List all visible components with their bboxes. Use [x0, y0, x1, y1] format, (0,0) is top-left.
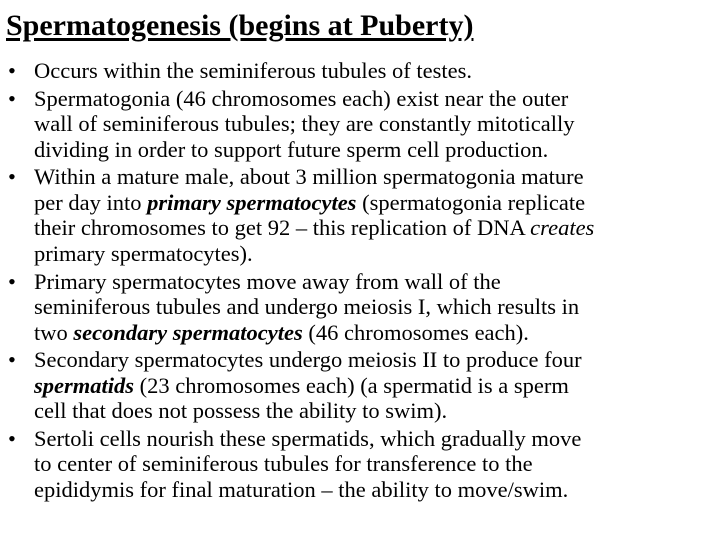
bullet-text: to center of seminiferous tubules for transference to the: [34, 451, 533, 477]
bullet-text: dividing in order to support future sperm cell production.: [34, 136, 549, 162]
bullet-dot-icon: •: [8, 425, 16, 451]
bullet-line: [34, 426, 720, 452]
bullet-text: Primary spermatocytes move away from wall of the: [34, 268, 501, 294]
bullet-text: cell that does not possess the ability to swim).: [34, 398, 448, 424]
emphasis-term: secondary spermatocytes: [73, 319, 303, 345]
bullet-text: Occurs within the seminiferous tubules of testes.: [34, 58, 473, 83]
bullet-line: [34, 190, 720, 216]
bullet-dot-icon: •: [8, 58, 16, 83]
bullet-line: [34, 137, 720, 163]
emphasis-term: spermatids: [34, 372, 135, 398]
bullet-dot-icon: •: [8, 85, 16, 111]
bullet-dot-icon: •: [8, 347, 16, 373]
bullet-line: [34, 347, 720, 373]
bullet-line: [34, 451, 720, 477]
bullet-line: [34, 373, 720, 399]
bullet-item: [8, 86, 720, 163]
bullet-text: epididymis for final maturation – the ability to move/swim.: [34, 476, 569, 502]
bullet-item: [8, 347, 720, 424]
bullet-text: Spermatogonia (46 chromosomes each) exist near the outer: [34, 85, 569, 111]
bullet-text: per day into: [34, 189, 148, 215]
bullet-text: Secondary spermatocytes undergo meiosis II to produce four: [34, 347, 582, 373]
bullet-item: [8, 426, 720, 503]
bullet-text: Within a mature male, about 3 million spermatogonia mature: [34, 164, 584, 190]
bullet-line: [34, 320, 720, 346]
bullet-line: [34, 58, 720, 84]
bullet-text: seminiferous tubules and undergo meiosis I, which results in: [34, 294, 580, 320]
slide-title: Spermatogenesis (begins at Puberty): [6, 9, 474, 42]
bullet-item: [8, 58, 720, 84]
bullet-line: [34, 241, 720, 267]
bullet-text: (spermatogonia replicate: [356, 189, 586, 215]
emphasis-word: creates: [530, 215, 595, 241]
bullet-text: their chromosomes to get 92 – this replication of DNA: [34, 215, 531, 241]
bullet-line: [34, 86, 720, 112]
bullet-text: two: [34, 319, 74, 345]
bullet-text: Sertoli cells nourish these spermatids, which gradually move: [34, 425, 582, 451]
bullet-dot-icon: •: [8, 268, 16, 294]
bullet-text: (23 chromosomes each) (a spermatid is a sperm: [134, 372, 569, 398]
bullet-line: [34, 215, 720, 241]
bullet-line: [34, 477, 720, 503]
bullet-text: wall of seminiferous tubules; they are constantly mitotically: [34, 111, 575, 137]
bullet-item: [8, 164, 720, 266]
bullet-list: [8, 58, 720, 505]
bullet-line: [34, 398, 720, 424]
bullet-dot-icon: •: [8, 164, 16, 190]
bullet-text: primary spermatocytes).: [34, 240, 253, 266]
bullet-item: [8, 269, 720, 346]
bullet-line: [34, 111, 720, 137]
bullet-text: (46 chromosomes each).: [302, 319, 529, 345]
emphasis-term: primary spermatocytes: [147, 189, 357, 215]
bullet-line: [34, 164, 720, 190]
bullet-line: [34, 294, 720, 320]
bullet-line: [34, 269, 720, 295]
